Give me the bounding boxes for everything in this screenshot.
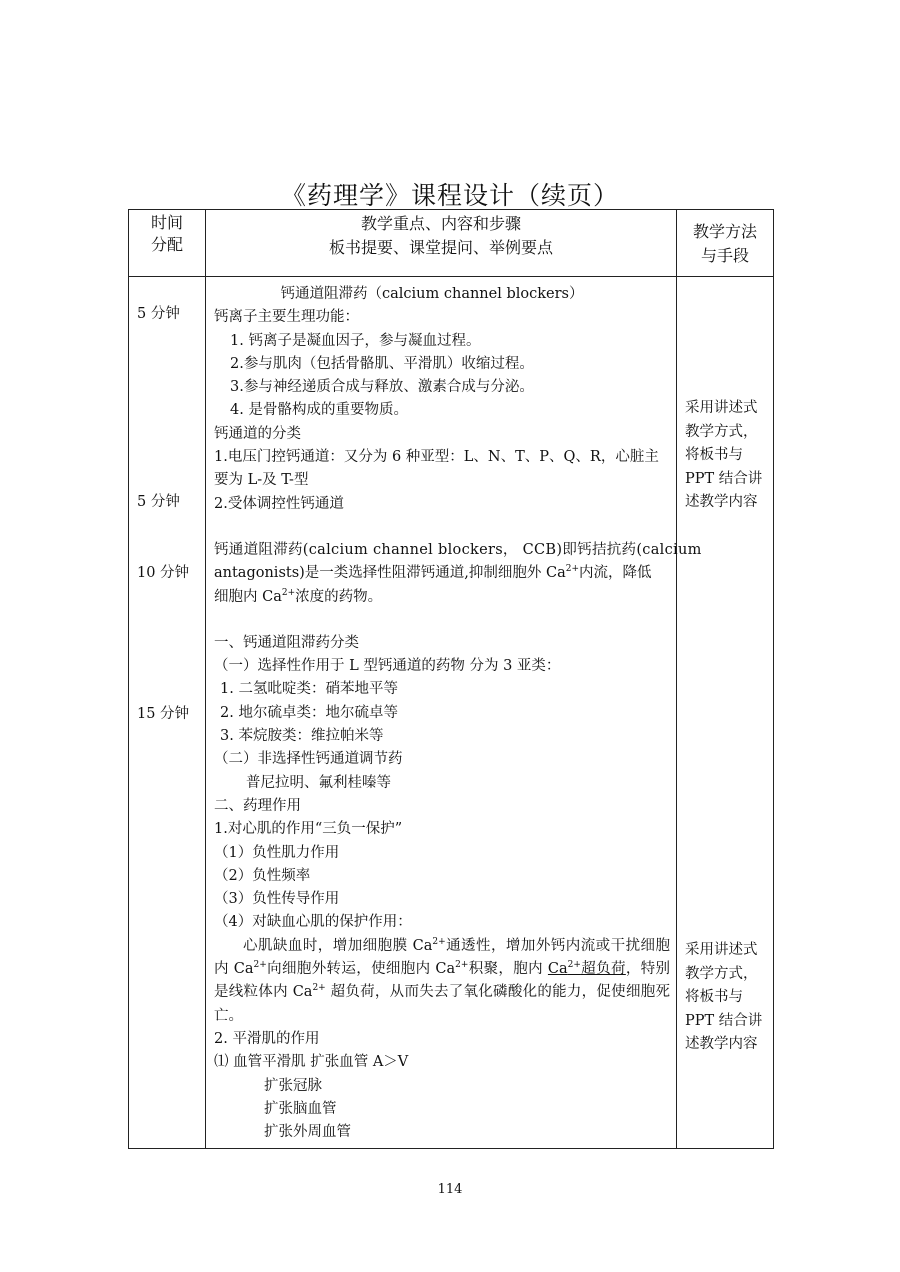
content-text: 积聚，胞内 — [468, 961, 548, 978]
time-mark: 5 分钟 — [137, 494, 180, 510]
superscript: 2+ — [565, 564, 580, 575]
method-line: 将板书与 — [685, 447, 743, 463]
content-text: 通透性，增加外钙内流或干扰细胞内 Ca — [214, 937, 670, 978]
header-method-line1: 教学方法 — [692, 222, 757, 241]
content-text: 向细胞外转运，使细胞内 Ca — [266, 961, 456, 978]
table-body-row — [129, 277, 774, 1149]
header-time-cell — [129, 210, 206, 277]
content-text: ，特别是线粒体内 Ca — [214, 961, 671, 1001]
content-line: 二、药理作用 — [214, 797, 301, 814]
superscript: 2+ — [312, 983, 326, 994]
content-line: 3. 苯烷胺类：维拉帕米等 — [220, 728, 384, 745]
content-text: 内流，降低 — [579, 565, 652, 582]
content-line: 1. 二氢吡啶类：硝苯地平等 — [220, 681, 398, 698]
header-time-line2: 分配 — [150, 235, 183, 254]
method-note — [685, 397, 769, 515]
content-line — [214, 562, 670, 585]
content-line: 一、钙通道阻滞药分类 — [214, 634, 359, 651]
content-line: 2.参与肌肉（包括骨骼肌、平滑肌）收缩过程。 — [230, 355, 534, 372]
document-title: 《药理学》课程设计（续页） — [280, 181, 619, 210]
method-line: 采用讲述式 — [685, 942, 758, 958]
time-allocation-cell — [129, 277, 206, 1149]
page-number: 114 — [437, 1182, 463, 1197]
content-line: 钙通道阻滞药(calcium channel blockers， CCB)即钙拮抗药(calcium — [214, 541, 702, 558]
content-line: 钙离子主要生理功能： — [214, 309, 359, 326]
content-text: Ca — [547, 961, 568, 978]
content-line: 钙通道的分类 — [214, 425, 301, 442]
header-content-cell — [206, 210, 677, 277]
superscript: 2+ — [281, 587, 296, 598]
header-method-line2: 与手段 — [700, 246, 749, 265]
content-line: 1.电压门控钙通道：又分为 6 种亚型：L、N、T、P、Q、R，心脏主 — [214, 449, 659, 466]
content-line: （2）负性频率 — [214, 867, 311, 884]
content-text: 细胞内 Ca — [214, 588, 282, 605]
content-line: 扩张冠脉 — [264, 1077, 322, 1094]
spacer — [214, 516, 670, 539]
content-text: 心肌缺血时，增加细胞膜 Ca — [243, 937, 433, 954]
content-line: 扩张外周血管 — [264, 1124, 351, 1141]
content-text: 超负荷，从而失去了氧化磷酸化的能力，促使细胞死亡。 — [214, 984, 670, 1024]
method-line: 教学方式， — [685, 423, 758, 440]
superscript: 2+ — [253, 960, 267, 971]
content-text: 超负荷 — [580, 961, 626, 978]
header-content-line1: 教学重点、内容和步骤 — [360, 214, 521, 233]
content-text: 浓度的药物。 — [295, 588, 383, 605]
content-line: （3）负性传导作用 — [214, 891, 340, 908]
content-line: ⑴ 血管平滑肌 扩张血管 A＞V — [214, 1054, 409, 1071]
content-line: 4. 是骨骼构成的重要物质。 — [230, 402, 408, 419]
table-header-row — [129, 210, 774, 277]
header-method-cell — [677, 210, 774, 277]
method-line: 教学方式， — [685, 965, 758, 982]
content-line: 1.对心肌的作用“三负一保护” — [214, 821, 403, 838]
content-line: （4）对缺血心肌的保护作用： — [214, 914, 412, 931]
content-line: 2. 平滑肌的作用 — [214, 1030, 320, 1047]
teaching-method-cell — [677, 277, 774, 1149]
content-paragraph — [214, 935, 670, 1028]
header-content-line2: 板书提要、课堂提问、举例要点 — [328, 238, 553, 257]
method-note — [685, 939, 769, 1057]
header-time-line1: 时间 — [150, 213, 183, 232]
method-line: PPT 结合讲 — [685, 1012, 763, 1029]
course-design-table — [128, 209, 774, 1149]
content-line: 普尼拉明、氟利桂嗪等 — [246, 774, 391, 791]
superscript: 2+ — [432, 936, 446, 947]
section-heading: 钙通道阻滞药（calcium channel blockers） — [280, 286, 584, 302]
time-mark: 15 分钟 — [137, 706, 190, 722]
content-line: 2. 地尔硫卓类：地尔硫卓等 — [220, 704, 398, 721]
time-mark: 10 分钟 — [137, 565, 190, 581]
content-line: 扩张脑血管 — [264, 1100, 337, 1117]
content-line: （一）选择性作用于 L 型钙通道的药物 分为 3 亚类： — [214, 658, 561, 675]
teaching-content-cell — [206, 277, 702, 1149]
underlined-term — [548, 961, 626, 977]
content-line: 要为 L-及 T-型 — [214, 472, 309, 489]
superscript: 2+ — [455, 960, 469, 971]
method-line: 述教学内容 — [685, 1036, 758, 1052]
method-line: PPT 结合讲 — [685, 470, 763, 487]
content-line: 3.参与神经递质合成与释放、激素合成与分泌。 — [230, 379, 534, 396]
content-line: 1. 钙离子是凝血因子，参与凝血过程。 — [230, 332, 481, 349]
content-text: antagonists)是一类选择性阻滞钙通道,抑制细胞外 Ca — [214, 565, 566, 582]
method-line: 将板书与 — [685, 989, 743, 1005]
content-line: （二）非选择性钙通道调节药 — [214, 751, 403, 768]
method-line: 采用讲述式 — [685, 400, 758, 416]
method-line: 述教学内容 — [685, 494, 758, 510]
superscript: 2+ — [567, 960, 581, 971]
content-line: （1）负性肌力作用 — [214, 844, 340, 861]
spacer — [214, 609, 670, 632]
content-line — [214, 586, 670, 609]
content-line: 2.受体调控性钙通道 — [214, 495, 344, 512]
time-mark: 5 分钟 — [137, 306, 180, 322]
